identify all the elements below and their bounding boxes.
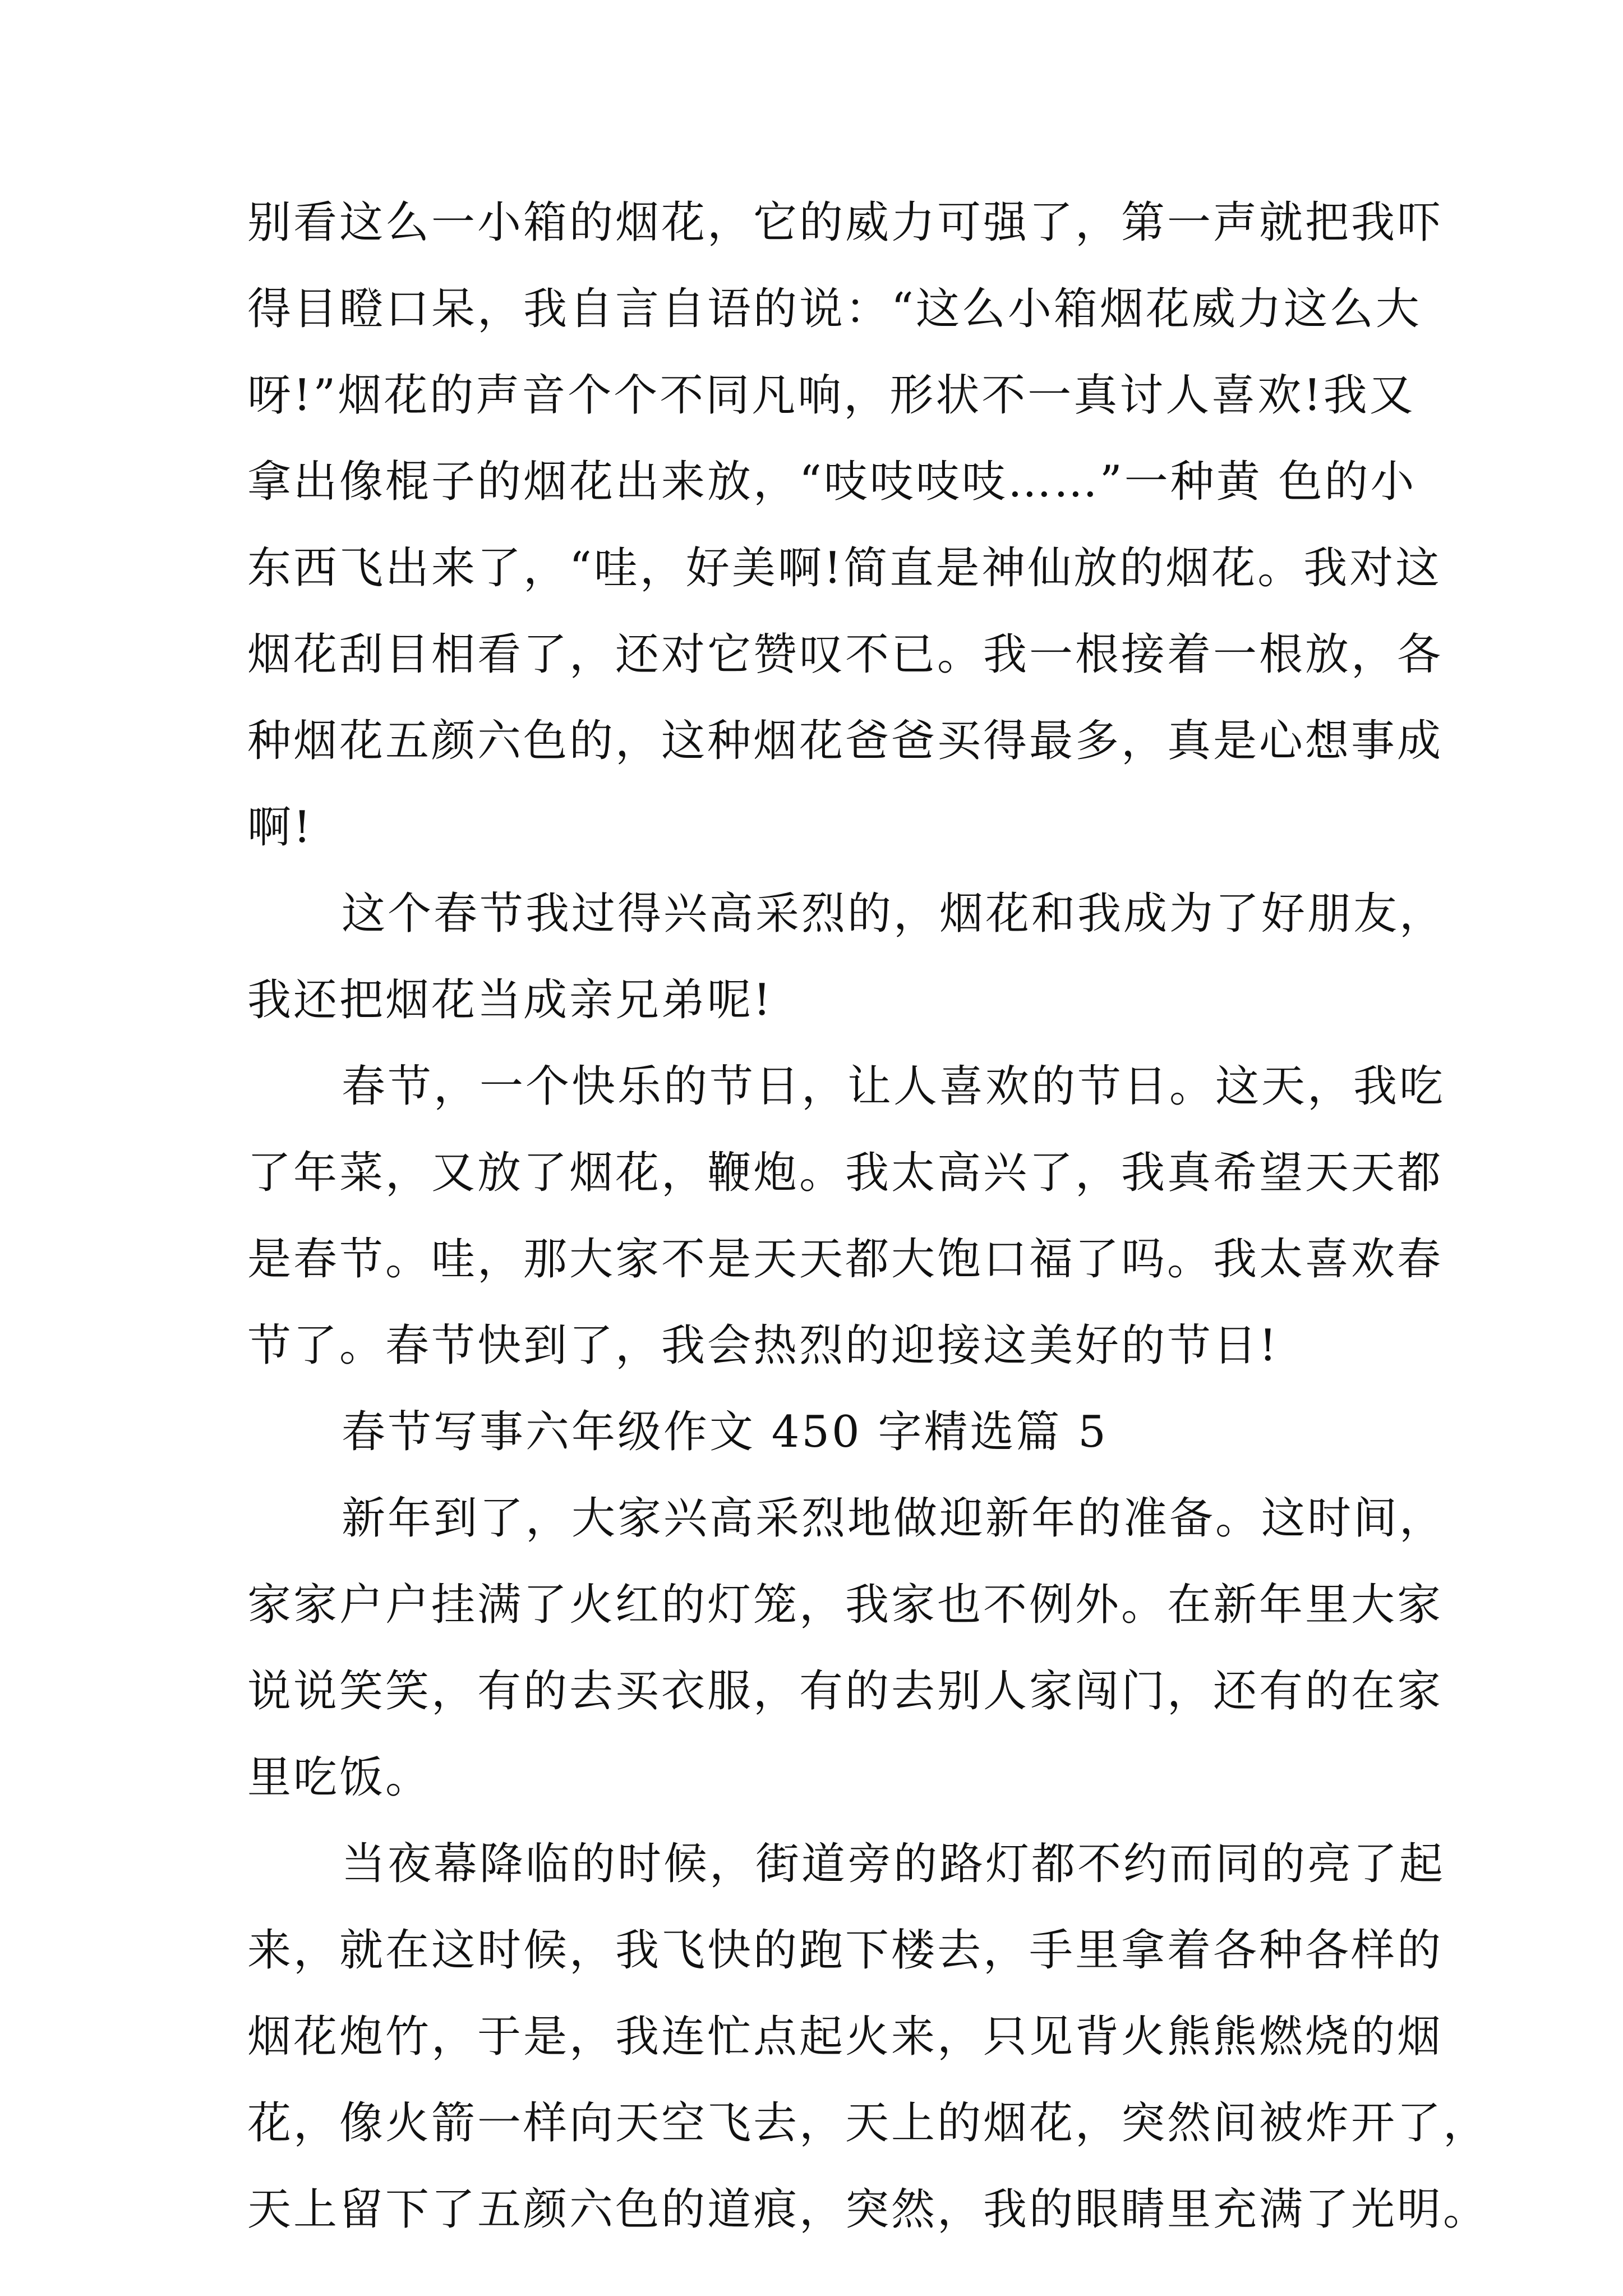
text-line: 别看这么一小箱的烟花，它的威力可强了，第一声就把我吓 — [247, 197, 1444, 248]
text-line: 得目瞪口呆，我自言自语的说：“这么小箱烟花威力这么大 — [247, 284, 1422, 334]
paragraph-start-line: 春节，一个快乐的节日，让人喜欢的节日。这天，我吃 — [342, 1061, 1446, 1112]
text-line: 节了。春节快到了，我会热烈的迎接这美好的节日! — [247, 1320, 1279, 1371]
section-heading: 春节写事六年级作文 450 字精选篇 5 — [342, 1407, 1108, 1457]
text-line: 呀!”烟花的声音个个不同凡响，形状不一真讨人喜欢!我又 — [247, 370, 1415, 421]
paragraph-start-line: 当夜幕降临的时候，街道旁的路灯都不约而同的亮了起 — [342, 1839, 1446, 1889]
text-line: 来，就在这时候，我飞快的跑下楼去，手里拿着各种各样的 — [247, 1925, 1444, 1976]
text-line: 天上留下了五颜六色的道痕，突然，我的眼睛里充满了光明。 — [247, 2184, 1490, 2235]
text-line: 花，像火箭一样向天空飞去，天上的烟花，突然间被炸开了， — [247, 2098, 1490, 2148]
paragraph-start-line: 这个春节我过得兴高采烈的，烟花和我成为了好朋友， — [342, 889, 1446, 939]
text-line: 种烟花五颜六色的，这种烟花爸爸买得最多，真是心想事成 — [247, 716, 1444, 766]
text-line: 烟花刮目相看了，还对它赞叹不已。我一根接着一根放，各 — [247, 629, 1444, 680]
text-line: 我还把烟花当成亲兄弟呢! — [247, 975, 773, 1025]
text-line: 啊! — [247, 802, 313, 853]
article-body — [247, 180, 1490, 2253]
text-line: 烟花炮竹，于是，我连忙点起火来，只见背火熊熊燃烧的烟 — [247, 2012, 1444, 2062]
paragraph-start-line: 新年到了，大家兴高采烈地做迎新年的准备。这时间， — [342, 1493, 1446, 1544]
text-line: 说说笑笑，有的去买衣服，有的去别人家闯门，还有的在家 — [247, 1666, 1444, 1717]
text-line: 东西飞出来了，“哇，好美啊!简直是神仙放的烟花。我对这 — [247, 543, 1442, 593]
text-line: 家家户户挂满了火红的灯笼，我家也不例外。在新年里大家 — [247, 1580, 1444, 1630]
text-line: 拿出像棍子的烟花出来放，“吱吱吱吱……”一种黄 色的小 — [247, 457, 1417, 507]
text-line: 里吃饭。 — [247, 1752, 432, 1803]
text-line: 了年菜，又放了烟花，鞭炮。我太高兴了，我真希望天天都 — [247, 1148, 1444, 1198]
text-line: 是春节。哇，那大家不是天天都大饱口福了吗。我太喜欢春 — [247, 1234, 1444, 1285]
